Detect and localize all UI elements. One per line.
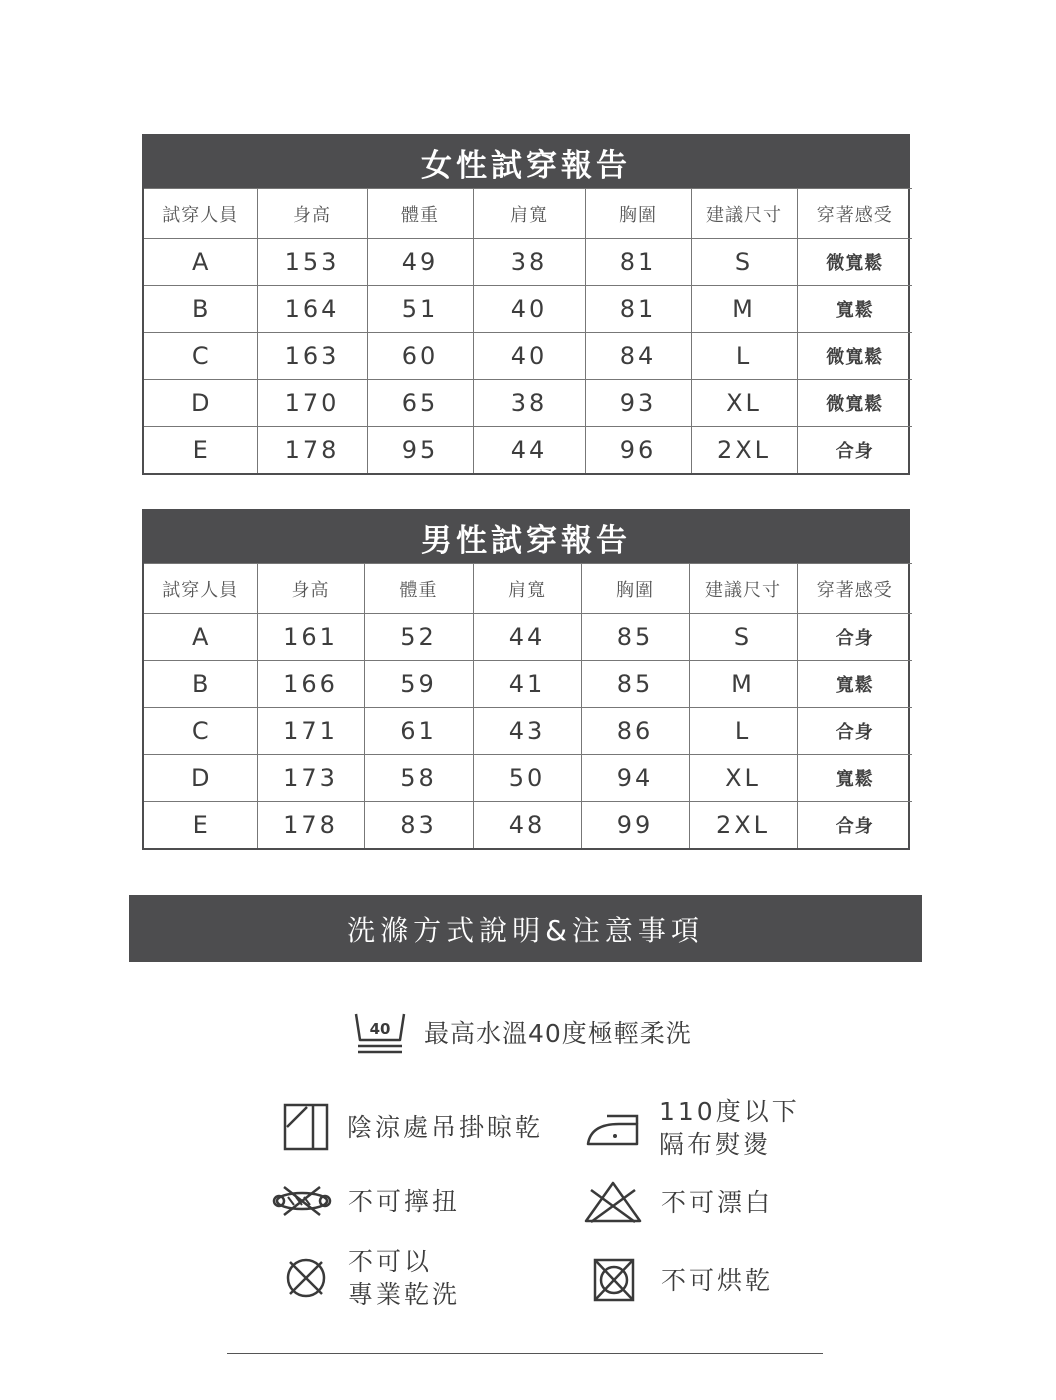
iron-low-heat-icon [585, 1108, 641, 1148]
table-cell: 178 [257, 427, 367, 474]
care-no-bleach [583, 1180, 773, 1224]
table-cell: 94 [581, 755, 689, 802]
column-header: 肩寬 [473, 564, 581, 614]
iron-text-line-2: 隔布熨燙 [659, 1130, 772, 1159]
table-cell: 171 [257, 708, 364, 755]
table-cell: 59 [364, 661, 473, 708]
dry-clean-text-line-2: 專業乾洗 [348, 1280, 461, 1309]
table-cell: 166 [257, 661, 364, 708]
dry-clean-text [348, 1245, 460, 1311]
men-fit-report [142, 509, 910, 850]
table-cell: 合身 [797, 708, 912, 755]
care-no-tumble-dry [593, 1257, 773, 1303]
table-cell: 微寬鬆 [797, 239, 912, 286]
table-cell: 44 [473, 427, 585, 474]
column-header: 體重 [364, 564, 473, 614]
iron-text-line-1: 110度以下 [659, 1097, 800, 1126]
table-cell: S [691, 239, 797, 286]
table-cell: 微寬鬆 [797, 380, 912, 427]
women-fit-table [144, 188, 912, 473]
table-row [144, 755, 912, 802]
table-cell: 86 [581, 708, 689, 755]
table-cell: 51 [367, 286, 473, 333]
care-iron [585, 1095, 800, 1161]
table-cell: 52 [364, 614, 473, 661]
column-header: 試穿人員 [144, 564, 257, 614]
no-wring-text: 不可擰扭 [348, 1186, 461, 1216]
care-no-wring [272, 1183, 460, 1219]
care-dry-clean [284, 1245, 460, 1311]
table-row [144, 333, 912, 380]
dry-clean-text-line-1: 不可以 [348, 1247, 433, 1276]
table-cell: 163 [257, 333, 367, 380]
no-tumble-dry-text: 不可烘乾 [661, 1265, 774, 1295]
table-cell: 寬鬆 [797, 286, 912, 333]
table-cell: B [144, 661, 257, 708]
table-cell: A [144, 239, 257, 286]
table-cell: 寬鬆 [797, 661, 912, 708]
table-cell: 58 [364, 755, 473, 802]
table-cell: 60 [367, 333, 473, 380]
line-dry-in-shade-icon [283, 1103, 329, 1151]
table-cell: C [144, 333, 257, 380]
table-cell: XL [691, 380, 797, 427]
table-cell: 178 [257, 802, 364, 849]
men-fit-table [144, 563, 912, 848]
column-header: 穿著感受 [797, 564, 912, 614]
men-fit-report-title: 男性試穿報告 [144, 511, 908, 563]
table-cell: S [689, 614, 797, 661]
table-cell: 合身 [797, 427, 912, 474]
table-cell: M [689, 661, 797, 708]
table-cell: 164 [257, 286, 367, 333]
care-instructions-title: 洗滌方式說明&注意事項 [347, 913, 704, 947]
care-instructions-banner [129, 895, 922, 962]
table-row [144, 802, 912, 849]
no-bleach-text: 不可漂白 [661, 1187, 774, 1217]
column-header: 體重 [367, 189, 473, 239]
table-row [144, 427, 912, 474]
bottom-divider [227, 1353, 823, 1354]
do-not-wring-icon [272, 1183, 332, 1219]
table-cell: 41 [473, 661, 581, 708]
table-row [144, 661, 912, 708]
table-cell: 65 [367, 380, 473, 427]
table-cell: 83 [364, 802, 473, 849]
table-cell: B [144, 286, 257, 333]
table-row [144, 708, 912, 755]
column-header: 肩寬 [473, 189, 585, 239]
table-cell: 153 [257, 239, 367, 286]
column-header: 身高 [257, 564, 364, 614]
table-cell: XL [689, 755, 797, 802]
table-cell: 99 [581, 802, 689, 849]
women-fit-report [142, 134, 910, 475]
table-cell: D [144, 380, 257, 427]
column-header: 身高 [257, 189, 367, 239]
care-wash [354, 1010, 692, 1056]
table-cell: 95 [367, 427, 473, 474]
table-cell: 微寬鬆 [797, 333, 912, 380]
table-cell: C [144, 708, 257, 755]
table-cell: 85 [581, 614, 689, 661]
table-cell: 173 [257, 755, 364, 802]
table-cell: 50 [473, 755, 581, 802]
do-not-tumble-dry-icon [593, 1257, 635, 1303]
table-header-row [144, 189, 912, 239]
table-cell: 合身 [797, 802, 912, 849]
table-cell: 2XL [689, 802, 797, 849]
column-header: 建議尺寸 [689, 564, 797, 614]
table-cell: D [144, 755, 257, 802]
table-row [144, 614, 912, 661]
table-cell: E [144, 802, 257, 849]
table-cell: 48 [473, 802, 581, 849]
table-cell: 2XL [691, 427, 797, 474]
table-row [144, 286, 912, 333]
table-cell: 44 [473, 614, 581, 661]
table-cell: A [144, 614, 257, 661]
table-cell: 43 [473, 708, 581, 755]
table-cell: L [691, 333, 797, 380]
wash-40-gentle-icon [354, 1010, 406, 1056]
table-cell: 合身 [797, 614, 912, 661]
table-cell: 40 [473, 286, 585, 333]
care-shade-dry [283, 1103, 543, 1151]
table-cell: 161 [257, 614, 364, 661]
column-header: 胸圍 [585, 189, 691, 239]
wash-temperature-label: 40 [369, 1020, 391, 1038]
wash-text: 最高水溫40度極輕柔洗 [424, 1018, 692, 1048]
dry-clean-icon [284, 1256, 328, 1300]
table-cell: 61 [364, 708, 473, 755]
table-cell: 84 [585, 333, 691, 380]
table-cell: 96 [585, 427, 691, 474]
table-cell: M [691, 286, 797, 333]
table-cell: 93 [585, 380, 691, 427]
women-fit-report-title: 女性試穿報告 [144, 136, 908, 188]
iron-text [659, 1095, 800, 1161]
table-row [144, 380, 912, 427]
table-cell: E [144, 427, 257, 474]
table-cell: L [689, 708, 797, 755]
table-cell: 49 [367, 239, 473, 286]
do-not-bleach-icon [583, 1180, 643, 1224]
table-cell: 38 [473, 380, 585, 427]
table-cell: 40 [473, 333, 585, 380]
column-header: 胸圍 [581, 564, 689, 614]
table-header-row [144, 564, 912, 614]
column-header: 試穿人員 [144, 189, 257, 239]
column-header: 建議尺寸 [691, 189, 797, 239]
table-cell: 81 [585, 239, 691, 286]
table-cell: 170 [257, 380, 367, 427]
table-row [144, 239, 912, 286]
table-cell: 寬鬆 [797, 755, 912, 802]
shade-dry-text: 陰涼處吊掛晾乾 [347, 1112, 544, 1142]
table-cell: 38 [473, 239, 585, 286]
column-header: 穿著感受 [797, 189, 912, 239]
table-cell: 85 [581, 661, 689, 708]
table-cell: 81 [585, 286, 691, 333]
